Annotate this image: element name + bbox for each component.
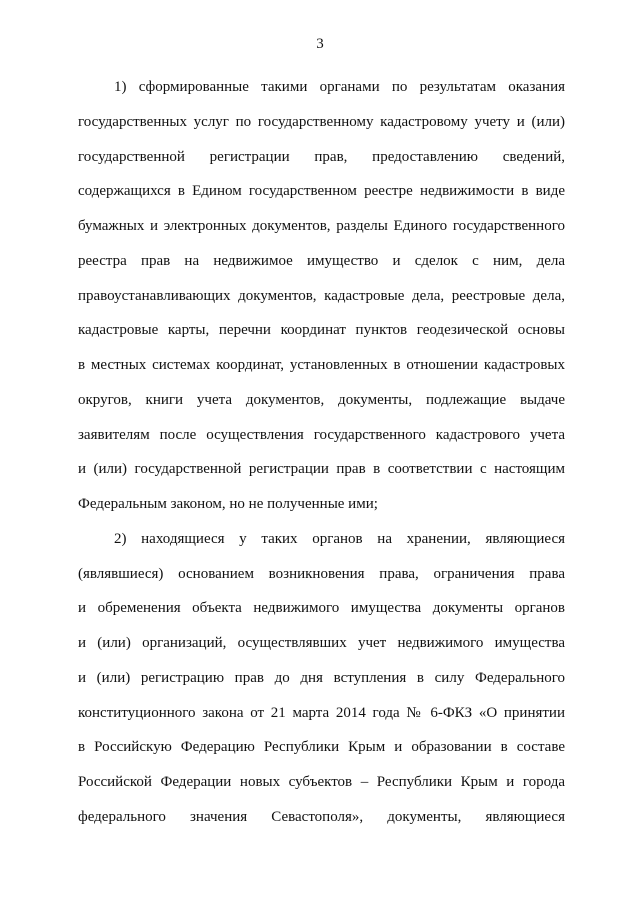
paragraph-2-line: в Российскую Федерацию Республики Крым и образовании в составе xyxy=(78,739,565,756)
paragraph-1-line: государственных услуг по государственному кадастровому учету и (или) xyxy=(78,113,565,130)
paragraph-1-line: и (или) государственной регистрации прав в соответствии с настоящим xyxy=(78,461,565,478)
paragraph-2-line: конституционного закона от 21 марта 2014 года № 6-ФКЗ «О принятии xyxy=(78,704,565,721)
paragraph-2-line: и обременения объекта недвижимого имущества документы органов xyxy=(78,600,565,617)
paragraph-1-line: государственной регистрации прав, предоставлению сведений, xyxy=(78,148,565,165)
paragraph-1-line: заявителям после осуществления государственного кадастрового учета xyxy=(78,426,565,443)
paragraph-2-line: и (или) регистрацию прав до дня вступления в силу Федерального xyxy=(78,669,565,686)
paragraph-1-line: правоустанавливающих документов, кадастровые дела, реестровые дела, xyxy=(78,287,565,304)
paragraph-2-line: (являвшиеся) основанием возникновения права, ограничения права xyxy=(78,565,565,582)
paragraph-1-line: 1) сформированные такими органами по результатам оказания xyxy=(114,79,565,95)
body-text xyxy=(78,70,565,835)
paragraph-1-line: реестра прав на недвижимое имущество и сделок с ним, дела xyxy=(78,252,565,269)
paragraph-1-line: Федеральным законом, но не полученные ими; xyxy=(78,496,378,512)
paragraph-1-line: округов, книги учета документов, документы, подлежащие выдаче xyxy=(78,391,565,408)
paragraph-1-line: в местных системах координат, установленных в отношении кадастровых xyxy=(78,357,565,373)
paragraph-2-line: Российской Федерации новых субъектов – Республики Крым и города xyxy=(78,774,565,790)
paragraph-2-line: и (или) организаций, осуществлявших учет недвижимого имущества xyxy=(78,635,565,651)
paragraph-2-line: 2) находящиеся у таких органов на хранении, являющиеся xyxy=(114,530,565,547)
paragraph-1-line: содержащихся в Едином государственном реестре недвижимости в виде xyxy=(78,183,565,200)
page-number: 3 xyxy=(316,36,324,52)
paragraph-1-line: кадастровые карты, перечни координат пунктов геодезической основы xyxy=(78,322,565,339)
paragraph-1-line: бумажных и электронных документов, разделы Единого государственного xyxy=(78,218,565,234)
paragraph-2-line: федерального значения Севастополя», документы, являющиеся xyxy=(78,808,565,825)
